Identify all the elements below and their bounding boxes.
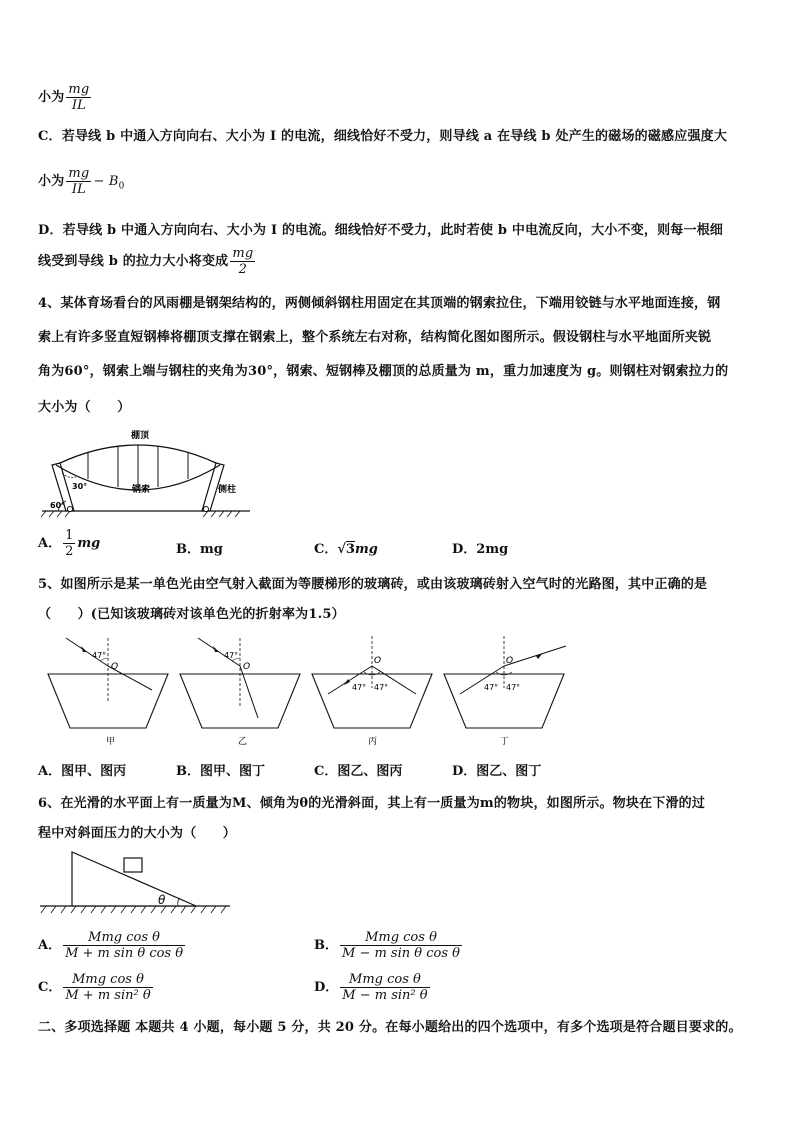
svg-text:47°: 47°	[224, 651, 239, 660]
svg-text:47°: 47°	[374, 683, 389, 692]
steel-rods	[88, 445, 188, 490]
q6-line-1: 6、在光滑的水平面上有一质量为M、倾角为θ的光滑斜面，其上有一质量为m的物块，如图所示。物块在下滑的过	[38, 796, 706, 811]
sqrt-symbol: √	[337, 542, 346, 557]
q3-c-end-prefix: 小为	[38, 174, 65, 189]
q4-figure	[38, 425, 258, 520]
q5-fig-jia	[48, 638, 168, 747]
q3-b-end	[38, 82, 93, 113]
q3-d-fraction: $\frac{mg}{2}$	[232, 246, 254, 277]
svg-text:47°: 47°	[92, 651, 107, 660]
fig-label-yi: 乙	[238, 737, 248, 747]
svg-text:O: O	[506, 656, 514, 666]
q4-option-d: D．2mg	[452, 542, 509, 557]
left-hinge	[68, 507, 73, 512]
q5-option-b: B．图甲、图丁	[176, 764, 265, 779]
q6-figure	[38, 846, 238, 918]
q4-option-a: A． $\frac{1}{2}$ mg	[38, 528, 101, 559]
q6-a-fraction: $\frac{\text{Mmg cos θ}}{\text{M + m sin θ cos θ}}$	[65, 930, 184, 961]
q4-line-4: 大小为（ ）	[38, 400, 131, 415]
svg-text:O: O	[111, 662, 119, 672]
label-roof: 棚顶	[131, 431, 150, 441]
q6-ground-hatch	[41, 906, 226, 913]
label-column: 侧柱	[218, 485, 237, 495]
q6-option-c: C． $\frac{\text{Mmg cos θ}}{\text{M + m sin² θ}}$	[38, 972, 151, 1003]
q3-d-end-prefix: 线受到导线 b 的拉力大小将变成	[38, 254, 229, 269]
q5-line-2: （ ）(已知该玻璃砖对该单色光的折射率为1.5）	[38, 607, 345, 622]
label-angle-30: 30°	[72, 482, 88, 491]
q4-line-2: 索上有许多竖直短钢棒将棚顶支撑在钢索上，整个系统左右对称，结构简化图如图所示。假设钢柱与水平地面所夹锐	[38, 330, 712, 345]
svg-text:47°: 47°	[484, 683, 499, 692]
q3-option-d: D．若导线 b 中通入方向向右、大小为 I 的电流。细线恰好不受力，此时若使 b 中电流反向，大小不变，则每一根细	[38, 223, 724, 238]
fig-label-jia: 甲	[106, 737, 116, 747]
q3-c-frac-tail: − B	[93, 174, 119, 189]
section-2-heading: 二、多项选择题 本题共 4 小题，每小题 5 分，共 20 分。在每小题给出的四个选项中，有多个选项是符合题目要求的。	[38, 1020, 742, 1035]
svg-text:O: O	[243, 662, 251, 672]
q5-line-1: 5、如图所示是某一单色光由空气射入截面为等腰梯形的玻璃砖，或由该玻璃砖射入空气时的光路图，其中正确的是	[38, 577, 708, 592]
q6-line-2: 程中对斜面压力的大小为（ ）	[38, 826, 237, 841]
q5-option-d: D．图乙、图丁	[452, 764, 542, 779]
ground-hatch	[41, 511, 240, 517]
q4-option-c: C．√3mg	[314, 542, 378, 557]
block	[124, 858, 142, 872]
svg-text:O: O	[374, 656, 382, 666]
label-cable: 钢索	[132, 485, 151, 495]
q6-d-fraction: $\frac{\text{Mmg cos θ}}{\text{M − m sin² θ}}$	[342, 972, 428, 1003]
q3-d-end	[38, 246, 257, 277]
svg-text:47°: 47°	[506, 683, 521, 692]
right-hinge	[204, 507, 209, 512]
q5-fig-ding	[444, 636, 566, 747]
q4-line-1: 4、某体育场看台的风雨棚是钢架结构的，两侧倾斜钢柱用固定在其顶端的钢索拉住，下端用铰链与水平地面连接，钢	[38, 296, 721, 311]
fig-label-bing: 丙	[368, 737, 378, 747]
q4-line-3: 角为60°，钢索上端与钢柱的夹角为30°，钢索、短钢棒及棚顶的总质量为 m，重力加速度为 g。则钢柱对钢索拉力的	[38, 364, 729, 379]
q5-fig-yi	[180, 638, 300, 747]
theta-label: θ	[158, 893, 166, 907]
q3-option-c: C．若导线 b 中通入方向向右、大小为 I 的电流，细线恰好不受力，则导线 a 在导线 b 处产生的磁场的磁感应强度大	[38, 129, 728, 144]
q5-figures	[44, 632, 574, 750]
q3-b-fraction: $\frac{mg}{IL}$	[68, 82, 90, 113]
q3-c-frac-sub: 0	[118, 181, 125, 192]
fig-label-ding: 丁	[500, 737, 510, 747]
q4-option-b: B．mg	[176, 542, 223, 557]
label-angle-60: 60°	[50, 501, 66, 510]
svg-text:47°: 47°	[352, 683, 367, 692]
q5-fig-bing	[312, 636, 432, 747]
q3-c-fraction: $\frac{mg}{IL}$	[68, 166, 90, 197]
q6-c-fraction: $\frac{\text{Mmg cos θ}}{\text{M + m sin² θ}}$	[65, 972, 151, 1003]
q4-a-fraction: $\frac{1}{2}$	[65, 528, 74, 559]
q5-option-c: C．图乙、图丙	[314, 764, 403, 779]
q6-option-d: D． $\frac{\text{Mmg cos θ}}{\text{M − m sin² θ}}$	[314, 972, 428, 1003]
q6-b-fraction: $\frac{\text{Mmg cos θ}}{\text{M − m sin θ cos θ}}$	[342, 930, 460, 961]
q3-c-end	[38, 166, 125, 197]
q6-option-a: A． $\frac{\text{Mmg cos θ}}{\text{M + m sin θ cos θ}}$	[38, 930, 184, 961]
q3-b-end-prefix: 小为	[38, 90, 65, 105]
q6-option-b: B． $\frac{\text{Mmg cos θ}}{\text{M − m sin θ cos θ}}$	[314, 930, 460, 961]
q5-option-a: A．图甲、图丙	[38, 764, 127, 779]
